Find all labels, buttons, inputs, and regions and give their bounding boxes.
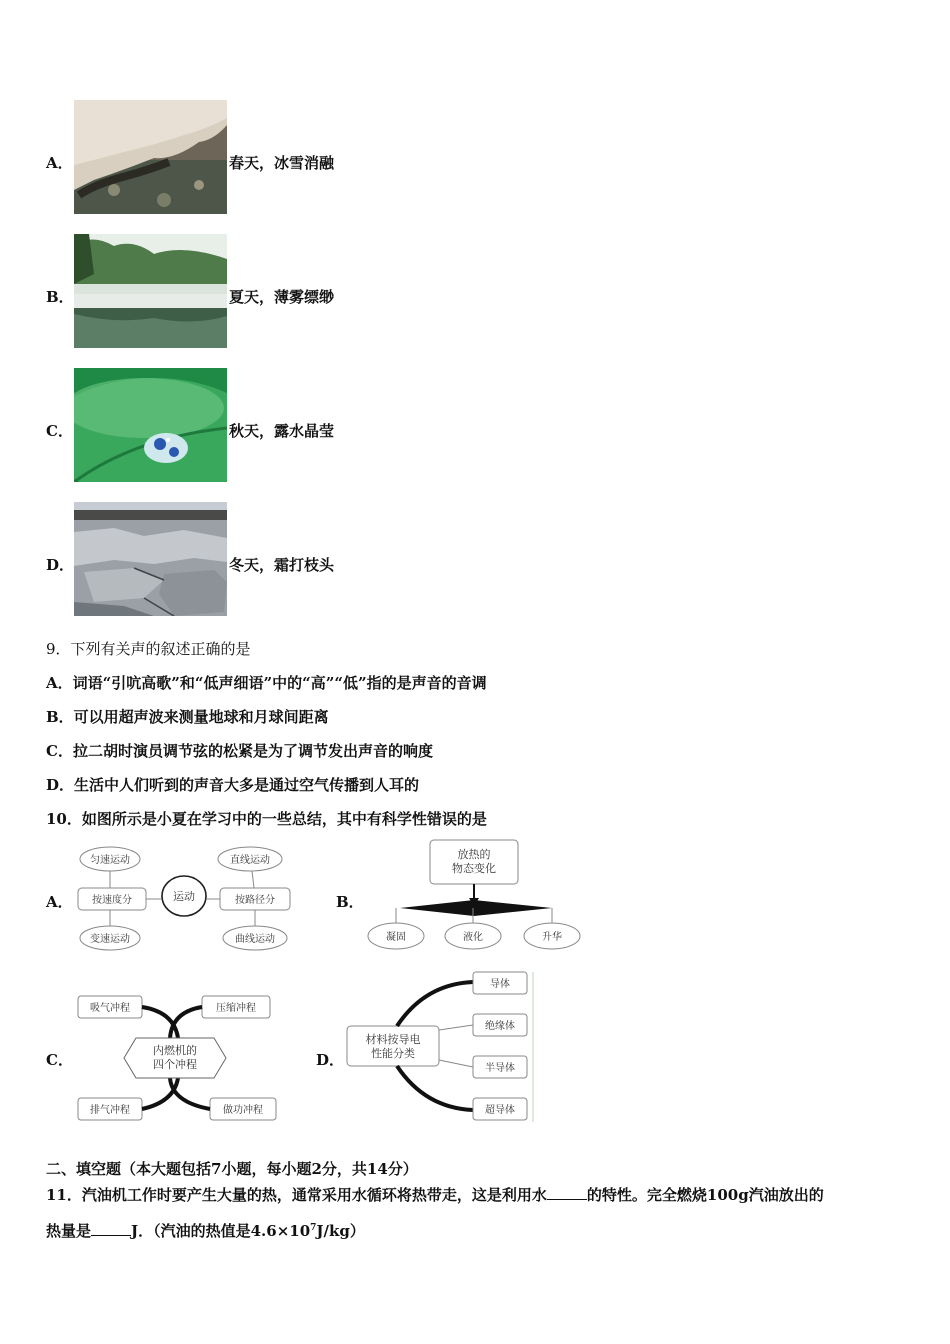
diagram-node: 凝固 — [386, 932, 406, 943]
diagram-node: 升华 — [542, 932, 562, 943]
option-caption: 春天，冰雪消融 — [229, 154, 335, 172]
diagram-node: 导体 — [490, 979, 510, 990]
exponent: 7 — [310, 1223, 317, 1233]
answer-blank-1[interactable] — [547, 1185, 587, 1200]
diagram-node: 变速运动 — [90, 934, 130, 945]
diagram-node: 压缩冲程 — [216, 1003, 256, 1014]
option-caption: 夏天，薄雾缥缈 — [229, 288, 335, 306]
diagram-node: 曲线运动 — [235, 934, 275, 945]
diagram-node: 放热的 — [457, 848, 491, 861]
answer-blank-2[interactable] — [91, 1221, 131, 1236]
diagram-node: 按路径分 — [235, 895, 275, 906]
option-caption: 秋天，露水晶莹 — [229, 422, 335, 440]
diagram-node: 吸气冲程 — [90, 1003, 130, 1014]
q9-option-a: A．词语“引吭高歌”和“低声细语”中的“高”“低”指的是声音的音调 — [46, 674, 487, 692]
diagram-node: 按速度分 — [92, 895, 132, 906]
diagram-node: 物态变化 — [452, 862, 496, 875]
q11-text: 的特性。完全燃烧100g汽油放出的 — [586, 1186, 824, 1204]
q11-text: J．（汽油的热值是4.6×10 — [131, 1222, 311, 1240]
q10-label-c: C． — [46, 1051, 73, 1069]
diagram-node: 性能分类 — [371, 1047, 415, 1060]
q11-line-1 — [46, 1184, 824, 1205]
q10-label-b: B． — [336, 893, 364, 911]
diagram-node: 做功冲程 — [223, 1105, 263, 1116]
diagram-conductivity-classification — [345, 968, 540, 1126]
diagram-node: 内燃机的 — [153, 1044, 197, 1057]
q10-stem: 10．如图所示是小夏在学习中的一些总结，其中有科学性错误的是 — [46, 810, 487, 828]
q9-option-d: D．生活中人们听到的声音大多是通过空气传播到人耳的 — [46, 776, 420, 794]
q11-text: 11．汽油机工作时要产生大量的热，通常采用水循环将热带走，这是利用水 — [46, 1186, 547, 1204]
diagram-node: 超导体 — [485, 1105, 515, 1116]
q11-text: 热量是 — [46, 1222, 92, 1240]
diagram-node: 四个冲程 — [153, 1058, 197, 1071]
q9-option-b: B．可以用超声波来测量地球和月球间距离 — [46, 708, 329, 726]
diagram-node: 材料按导电 — [365, 1033, 421, 1046]
option-label: A． — [46, 154, 73, 172]
q10-label-a: A． — [46, 893, 73, 911]
q9-option-c: C．拉二胡时演员调节弦的松紧是为了调节发出声音的响度 — [46, 742, 433, 760]
diagram-engine-strokes — [74, 990, 284, 1125]
photo-ice-floes — [74, 502, 227, 616]
option-caption: 冬天，霜打枝头 — [229, 556, 335, 574]
diagram-motion-classification — [74, 840, 294, 960]
q9-stem: 9．下列有关声的叙述正确的是 — [46, 640, 251, 658]
diagram-node: 运动 — [173, 890, 195, 903]
q11-text: J/kg） — [316, 1222, 365, 1240]
photo-dew-on-leaf — [74, 368, 227, 482]
diagram-node: 绝缘体 — [485, 1021, 515, 1032]
q11-line-2 — [46, 1220, 365, 1241]
section-heading: 二、填空题（本大题包括7小题，每小题2分，共14分） — [46, 1160, 418, 1178]
diagram-node: 排气冲程 — [90, 1105, 130, 1116]
option-label: B． — [46, 288, 74, 306]
q10-label-d: D． — [316, 1051, 345, 1069]
diagram-node: 液化 — [463, 932, 483, 943]
diagram-node: 匀速运动 — [90, 855, 130, 866]
diagram-node: 直线运动 — [230, 855, 270, 866]
option-label: D． — [46, 556, 75, 574]
diagram-exothermic-changes — [360, 838, 590, 958]
option-label: C． — [46, 422, 73, 440]
photo-misty-lake — [74, 234, 227, 348]
photo-ice-melting — [74, 100, 227, 214]
diagram-node: 半导体 — [485, 1063, 515, 1074]
